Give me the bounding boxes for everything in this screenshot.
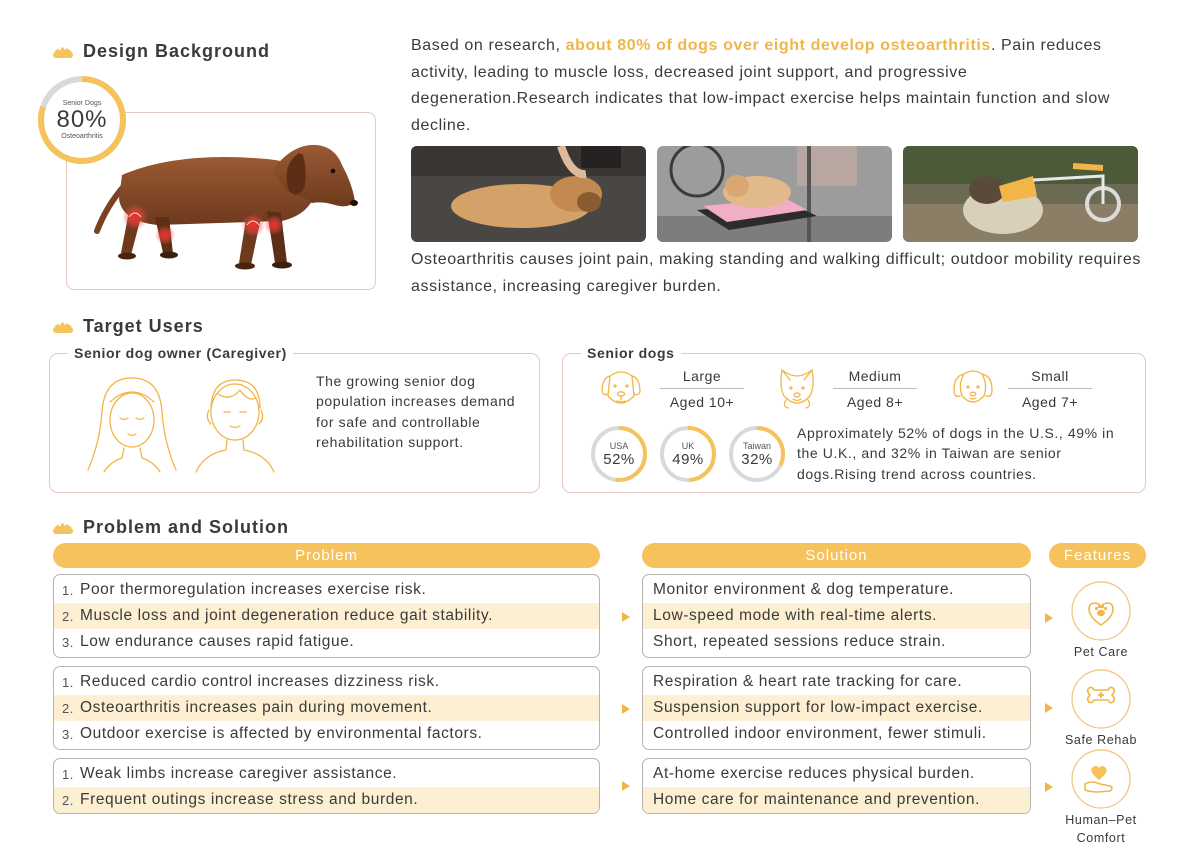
- row-number: 1.: [61, 674, 74, 690]
- problem-header: Problem: [53, 543, 600, 568]
- bowl-icon: [52, 319, 74, 335]
- stat-value: 80%: [56, 106, 108, 133]
- problem-group-3: [53, 758, 600, 814]
- bowl-icon: [52, 44, 74, 60]
- features-header: Features: [1049, 543, 1146, 568]
- solution-row: Controlled indoor environment, fewer stimuli.: [653, 725, 987, 742]
- photo-dog-on-pink-mat: [657, 146, 892, 242]
- intro-highlight: about 80% of dogs over eight develop osteoarthritis: [565, 37, 991, 54]
- size-age: Aged 10+: [669, 394, 735, 410]
- row-number: 1.: [61, 766, 74, 782]
- section-title-text: Target Users: [83, 316, 204, 336]
- medium-dog-icon: [774, 366, 820, 412]
- size-small: [1008, 368, 1092, 410]
- problem-solution-heading: [52, 517, 289, 538]
- osteoarthritis-stat-ring: [36, 74, 128, 166]
- problem-row: [54, 761, 599, 787]
- section-title-text: Problem and Solution: [83, 517, 290, 537]
- problem-group-2: [53, 666, 600, 750]
- arrow-right-icon: [1045, 613, 1053, 623]
- heart-hand-icon: [1070, 748, 1132, 810]
- senior-dogs-card-label: Senior dogs: [581, 345, 681, 361]
- paw-icon: [1070, 580, 1132, 642]
- row-text: Outdoor exercise is affected by environmental factors.: [80, 725, 483, 742]
- intro-text-start: Based on research,: [411, 37, 566, 54]
- feature-label: Pet Care: [1073, 645, 1129, 659]
- owner-description: The growing senior dog population increases demand for safe and controllable rehabilitation support.: [316, 373, 516, 450]
- row-number: 2.: [61, 700, 74, 716]
- solution-row: Home care for maintenance and prevention.: [643, 787, 1030, 813]
- research-paragraph: [411, 33, 1151, 139]
- country-name: USA: [609, 440, 629, 451]
- arrow-right-icon: [622, 781, 630, 791]
- problem-row: [54, 787, 599, 813]
- photo-dog-in-wheelchair: [903, 146, 1138, 242]
- row-number: 3.: [61, 634, 74, 650]
- solution-row: Respiration & heart rate tracking for care.: [653, 673, 963, 690]
- solution-row: Suspension support for low-impact exercise.: [643, 695, 1030, 721]
- row-text: Weak limbs increase caregiver assistance.: [80, 765, 398, 782]
- problem-group-1: [53, 574, 600, 658]
- solution-row: Low-speed mode with real-time alerts.: [643, 603, 1030, 629]
- country-ring-uk: [658, 424, 718, 484]
- row-number: 2.: [61, 792, 74, 808]
- solution-header: Solution: [642, 543, 1031, 568]
- section-title-text: Design Background: [83, 41, 271, 61]
- bone-icon: [1070, 668, 1132, 730]
- target-users-heading: [52, 316, 204, 337]
- feature-pet-care: [1055, 580, 1147, 661]
- size-medium: [833, 368, 917, 410]
- row-number: 1.: [61, 582, 74, 598]
- size-name: Large: [660, 368, 744, 389]
- country-value: 52%: [603, 450, 635, 468]
- solution-group-3: [642, 758, 1031, 814]
- owner-card-label: Senior dog owner (Caregiver): [68, 345, 293, 361]
- size-age: Aged 8+: [846, 394, 904, 410]
- country-ring-taiwan: [727, 424, 787, 484]
- feature-label: Human–Pet Comfort: [1065, 813, 1137, 845]
- problem-row: [54, 695, 599, 721]
- size-name: Medium: [833, 368, 917, 389]
- row-text: Osteoarthritis increases pain during movement.: [80, 699, 433, 716]
- size-large: [660, 368, 744, 410]
- country-name: UK: [681, 440, 695, 451]
- country-value: 32%: [741, 450, 773, 468]
- problem-row: [54, 669, 599, 695]
- row-text: Low endurance causes rapid fatigue.: [80, 633, 355, 650]
- design-background-heading: [52, 41, 270, 62]
- row-text: Poor thermoregulation increases exercise risk.: [80, 581, 427, 598]
- caregiver-faces-icon: [80, 372, 290, 476]
- size-name: Small: [1008, 368, 1092, 389]
- size-age: Aged 7+: [1021, 394, 1079, 410]
- large-dog-icon: [598, 366, 644, 412]
- row-number: 3.: [61, 726, 74, 742]
- problem-row: [54, 629, 599, 655]
- stat-top-label: Senior Dogs: [62, 100, 102, 107]
- arrow-right-icon: [1045, 782, 1053, 792]
- solution-group-1: [642, 574, 1031, 658]
- row-number: 2.: [61, 608, 74, 624]
- row-text: Muscle loss and joint degeneration reduce gait stability.: [80, 607, 494, 624]
- row-text: Frequent outings increase stress and burden.: [80, 791, 419, 808]
- feature-label: Safe Rehab: [1064, 733, 1138, 747]
- problem-row: [54, 603, 599, 629]
- arrow-right-icon: [622, 612, 630, 622]
- country-ring-usa: [589, 424, 649, 484]
- stat-bottom-label: Osteoarthritis: [61, 133, 103, 140]
- arrow-right-icon: [622, 704, 630, 714]
- intro-text-end: . Pain reduces activity, leading to muscle loss, decreased joint support, and progressive degeneration.Research indicates that low-impact exercise helps maintain function and slow decline.: [411, 37, 1111, 134]
- problem-row: [54, 577, 599, 603]
- arrow-right-icon: [1045, 703, 1053, 713]
- bowl-icon: [52, 520, 74, 536]
- country-name: Taiwan: [742, 440, 771, 451]
- feature-safe-rehab: [1055, 668, 1147, 749]
- solution-row: At-home exercise reduces physical burden.: [653, 765, 975, 782]
- senior-dogs-description: Approximately 52% of dogs in the U.S., 49% in the U.K., and 32% in Taiwan are senior dogs.Rising trend across countries.: [797, 425, 1115, 482]
- solution-row: Short, repeated sessions reduce strain.: [653, 633, 947, 650]
- country-value: 49%: [672, 450, 704, 468]
- problem-row: [54, 721, 599, 747]
- photo-dog-lying-floor: [411, 146, 646, 242]
- solution-group-2: [642, 666, 1031, 750]
- row-text: Reduced cardio control increases dizziness risk.: [80, 673, 440, 690]
- solution-row: Monitor environment & dog temperature.: [653, 581, 955, 598]
- small-dog-icon: [950, 366, 996, 412]
- osteoarthritis-caption: Osteoarthritis causes joint pain, making standing and walking difficult; outdoor mobility requires assistance, increasing caregiver burden.: [411, 251, 1141, 295]
- feature-human-pet-comfort: [1055, 748, 1147, 847]
